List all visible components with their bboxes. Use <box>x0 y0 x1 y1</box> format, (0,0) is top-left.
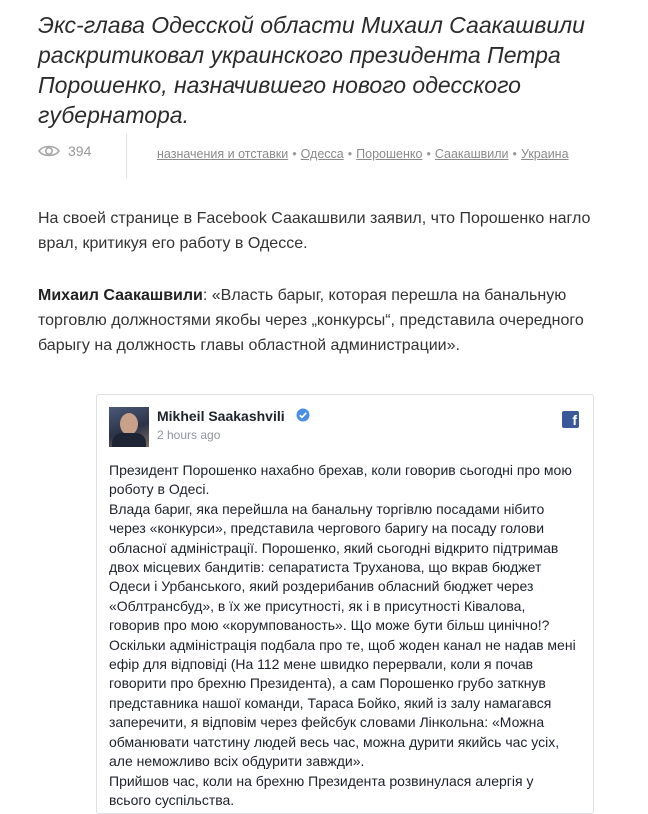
article-meta <box>38 134 638 178</box>
facebook-logo-icon[interactable]: f <box>562 411 579 428</box>
post-paragraph: Влада бариг, яка перейшла на банальну торгівлю посадами нібито через «конкурси», представила чергового баригу на посаду голови обласної адміністрації. Порошенко, який сьогодні відкрито підтримав двох місцевих бандитів: сепаратиста Труханова, що вкрав бюджет Одеси і Урбанського, який роздерибанив обласний бюджет через «Облтрансбуд», в їх же присутності, як і в присутності Ківалова, говорив про мою «корумпованость». Що може бути більш цинічно!? <box>109 500 559 634</box>
tag-separator: • <box>512 147 517 161</box>
tag-list <box>157 147 569 161</box>
article-lead: Экс-глава Одесской области Михаил Саакашвили раскритиковал украинского президента Петра Порошенко, назначившего нового одесского губернатора. <box>38 12 585 128</box>
tag-link[interactable]: назначения и отставки <box>157 147 289 161</box>
post-paragraph: Прийшов час, коли на брехню Президента розвинулася алергія у всього суспільства. <box>109 772 534 808</box>
meta-divider <box>126 134 127 178</box>
tag-separator: • <box>347 147 353 161</box>
article-quote <box>38 283 628 358</box>
tag-link[interactable]: Одесса <box>300 147 344 161</box>
tag-link[interactable]: Украина <box>520 147 569 161</box>
post-timestamp[interactable]: 2 hours ago <box>157 428 221 442</box>
verified-badge-icon <box>296 408 310 422</box>
avatar[interactable] <box>109 407 149 447</box>
article-paragraph: На своей странице в Facebook Саакашвили заявил, что Порошенко нагло врал, критикуя его работу в Одессе. <box>38 210 591 252</box>
post-body <box>109 461 579 810</box>
tag-separator: • <box>292 147 297 161</box>
tag-link[interactable]: Саакашвили <box>434 147 509 161</box>
post-paragraph: Оскільки адміністрація подбала про те, щоб жоден канал не надав мені ефір для відповіді (На 112 мене швидко перервали, коли я почав говорити про брехню Президента), а сам Порошенко грубо заткнув представника нашої команди, Тараса Бойко, який із залу намагався заперечити, я відповім через фейсбук словами Лінкольна: «Можна обманювати чатстину людей весь час, можна дурити якийсь час усіх, але неможливо всіх обдурити завжди». <box>109 636 576 770</box>
view-count: 394 <box>68 143 92 159</box>
post-author[interactable]: Mikheil Saakashvili <box>157 408 285 424</box>
view-counter <box>38 143 91 159</box>
post-paragraph: Президент Порошенко нахабно брехав, коли говорив сьогодні про мою роботу в Одесі. <box>109 462 572 498</box>
tag-link[interactable]: Порошенко <box>356 147 423 161</box>
facebook-embed <box>96 394 594 814</box>
quote-text: : «Власть барыг, которая перешла на банальную торговлю должностями якобы через „конкурсы“, представила очередного барыгу на должность главы областной администрации». <box>38 287 584 354</box>
eye-icon <box>38 144 60 158</box>
tag-separator: • <box>426 147 431 161</box>
quote-author: Михаил Саакашвили <box>38 287 203 304</box>
